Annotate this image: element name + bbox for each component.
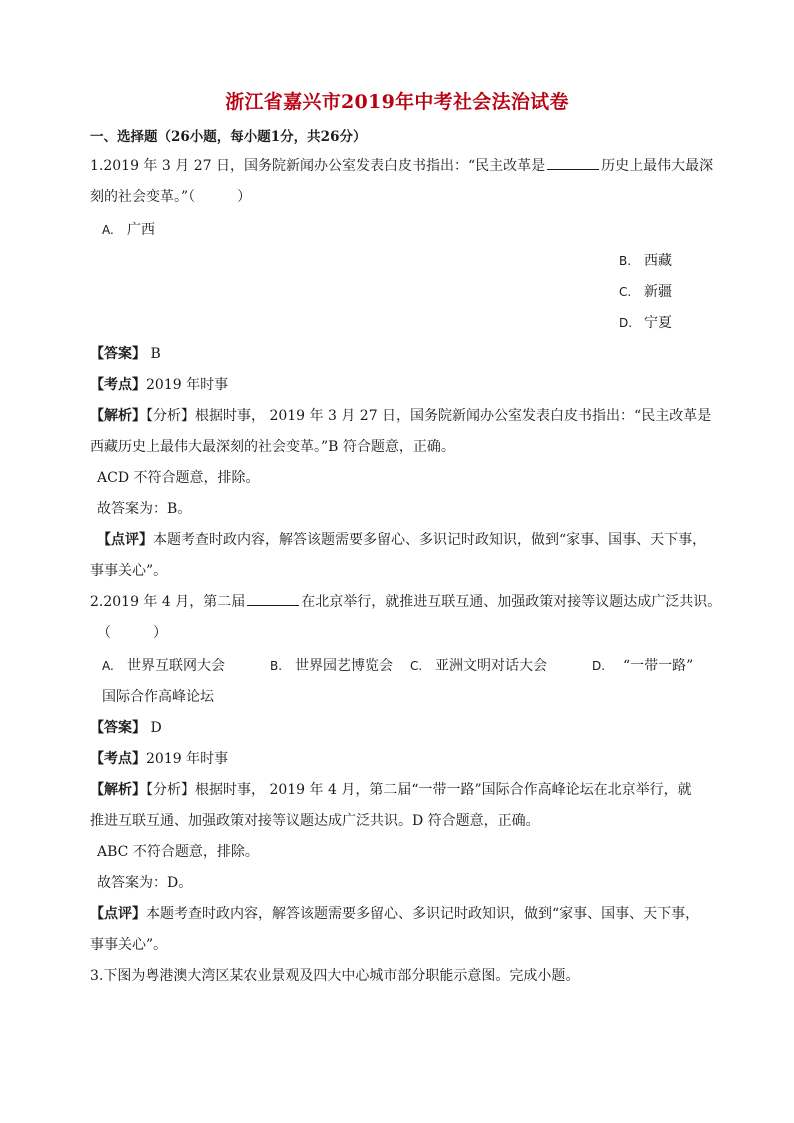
option-text: 亚洲文明对话大会 [435, 658, 547, 674]
q2-blank [247, 593, 299, 606]
q2-final: 故答案为：D。 [97, 875, 193, 891]
answer-value: B [150, 346, 161, 362]
option-label: A. [102, 659, 114, 673]
q1-stem-part: 1.2019 年 3 月 27 日，国务院新闻办公室发表白皮书指出：“民主改革是 [90, 158, 546, 174]
analysis-tag: 【解析】 [90, 782, 146, 798]
option-text: 西藏 [644, 253, 672, 269]
q2-point [90, 748, 228, 768]
q2-option-c [410, 655, 547, 675]
q1-analysis-line2: 西藏历史上最伟大最深刻的社会变革。”B 符合题意，正确。 [90, 439, 455, 455]
q2-stem-line1 [90, 591, 721, 611]
answer-value: D [150, 720, 162, 736]
q3-stem: 3.下图为粤港澳大湾区某农业景观及四大中心城市部分职能示意图。完成小题。 [90, 968, 580, 984]
option-text: 新疆 [644, 284, 672, 300]
q1-blank [547, 157, 599, 170]
option-label: B. [270, 659, 283, 673]
q1-stem-line2 [90, 186, 251, 206]
option-label: B. [619, 254, 632, 268]
q1-stem-line1 [90, 155, 713, 175]
option-text: “一带一路” [623, 658, 694, 674]
page-title: 浙江省嘉兴市2019年中考社会法治试卷 [225, 91, 569, 113]
q1-point [90, 374, 228, 394]
q2-stem-line2 [97, 622, 167, 642]
comment-tag: 【点评】 [90, 906, 146, 922]
q2-analysis-line1 [90, 779, 692, 799]
q2-stem-part: 2.2019 年 4 月，第二届 [90, 594, 246, 610]
option-text: 世界互联网大会 [127, 658, 225, 674]
q1-final: 故答案为：B。 [97, 501, 192, 517]
q2-stem-close: ） [153, 625, 167, 641]
q2-answer [90, 717, 162, 737]
point-value: 2019 年时事 [146, 377, 229, 393]
option-text: 广西 [127, 222, 155, 238]
q1-comment-line1 [97, 529, 706, 549]
q2-stem-part: 在北京举行，就推进互联互通、加强政策对接等议题达成广泛共识。 [301, 594, 722, 610]
analysis-tag: 【解析】 [90, 408, 146, 424]
point-value: 2019 年时事 [146, 751, 229, 767]
point-tag: 【考点】 [90, 751, 146, 767]
q1-stem-part: 刻的社会变革。”（ [90, 189, 196, 205]
q1-answer [90, 343, 161, 363]
q1-option-c [619, 281, 672, 301]
q2-stem-part: （ [97, 625, 111, 641]
comment-text: 本题考查时政内容，解答该题需要多留心、多识记时政知识，做到“家事、国事、天下事， [146, 906, 700, 922]
option-label: A. [102, 223, 114, 237]
q1-stem-close: ） [237, 189, 252, 205]
q2-analysis-line2: 推进互联互通、加强政策对接等议题达成广泛共识。D 符合题意，正确。 [90, 813, 540, 829]
q1-comment-line2: 事事关心”。 [90, 563, 168, 579]
point-tag: 【考点】 [90, 377, 146, 393]
analysis-text: 【分析】根据时事， 2019 年 3 月 27 日，国务院新闻办公室发表白皮书指出：“民主改革是 [146, 408, 712, 424]
option-label: C. [410, 659, 423, 673]
q1-analysis-line1 [90, 405, 711, 425]
q2-option-b [270, 655, 393, 675]
option-label: C. [619, 285, 632, 299]
q2-option-d-cont: 国际合作高峰论坛 [102, 689, 214, 705]
option-label: D. [619, 316, 633, 330]
analysis-text: 【分析】根据时事， 2019 年 4 月，第二届“一带一路”国际合作高峰论坛在北京举行，就 [146, 782, 692, 798]
section-heading: 一、选择题（26小题，每小题1分，共26分） [90, 129, 367, 145]
q2-option-d [592, 655, 693, 675]
option-text: 世界园艺博览会 [295, 658, 393, 674]
q2-comment-line2: 事事关心”。 [90, 937, 168, 953]
q1-exclude: ACD 不符合题意，排除。 [97, 470, 260, 486]
q1-option-d [619, 312, 672, 332]
q1-stem-part: 历史上最伟大最深 [601, 158, 714, 174]
q1-option-b [619, 250, 672, 270]
comment-text: 本题考查时政内容，解答该题需要多留心、多识记时政知识，做到“家事、国事、天下事， [153, 532, 707, 548]
q2-exclude: ABC 不符合题意，排除。 [97, 844, 259, 860]
option-label: D. [592, 659, 606, 673]
answer-tag: 【答案】 [90, 346, 146, 362]
q2-comment-line1 [90, 903, 699, 923]
q1-option-a [102, 219, 155, 239]
comment-tag: 【点评】 [97, 532, 153, 548]
answer-tag: 【答案】 [90, 720, 146, 736]
option-text: 宁夏 [644, 315, 672, 331]
q2-option-a [102, 655, 225, 675]
